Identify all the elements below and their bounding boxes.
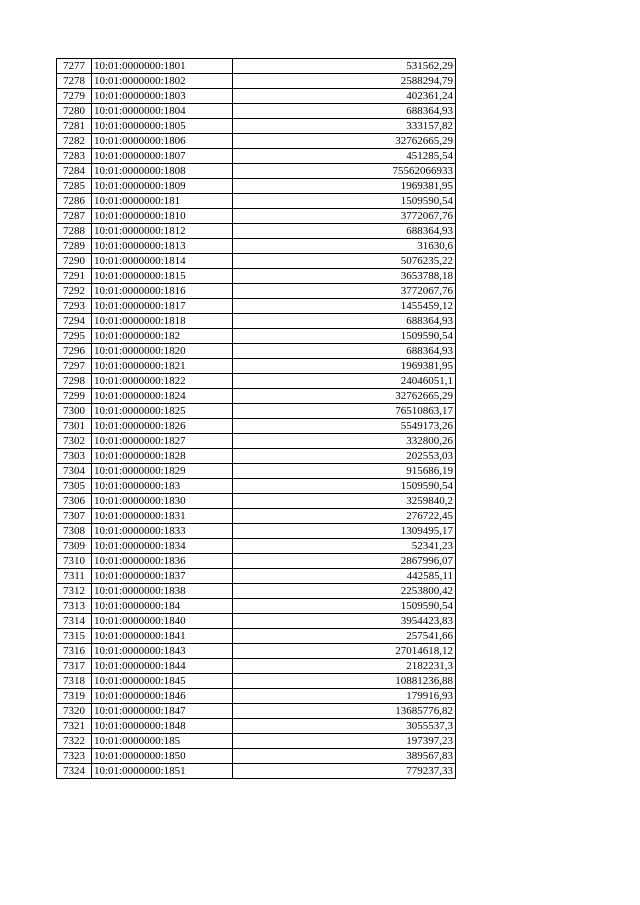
table-row xyxy=(57,59,456,74)
cadastral-number-cell: 10:01:0000000:1808 xyxy=(92,164,233,179)
cadastral-number-cell: 10:01:0000000:1812 xyxy=(92,224,233,239)
value-cell: 76510863,17 xyxy=(233,404,456,419)
table-row xyxy=(57,449,456,464)
value-cell: 688364,93 xyxy=(233,314,456,329)
value-cell: 2253800,42 xyxy=(233,584,456,599)
row-number-cell: 7304 xyxy=(57,464,92,479)
cadastral-number-cell: 10:01:0000000:1828 xyxy=(92,449,233,464)
cadastral-number-cell: 10:01:0000000:1814 xyxy=(92,254,233,269)
row-number-cell: 7323 xyxy=(57,749,92,764)
value-cell: 3259840,2 xyxy=(233,494,456,509)
row-number-cell: 7324 xyxy=(57,764,92,779)
table-row xyxy=(57,344,456,359)
value-cell: 531562,29 xyxy=(233,59,456,74)
row-number-cell: 7299 xyxy=(57,389,92,404)
table-row xyxy=(57,584,456,599)
row-number-cell: 7285 xyxy=(57,179,92,194)
row-number-cell: 7314 xyxy=(57,614,92,629)
value-cell: 13685776,82 xyxy=(233,704,456,719)
row-number-cell: 7321 xyxy=(57,719,92,734)
row-number-cell: 7289 xyxy=(57,239,92,254)
row-number-cell: 7293 xyxy=(57,299,92,314)
value-cell: 75562066933 xyxy=(233,164,456,179)
row-number-cell: 7309 xyxy=(57,539,92,554)
cadastral-number-cell: 10:01:0000000:1801 xyxy=(92,59,233,74)
cadastral-number-cell: 10:01:0000000:1822 xyxy=(92,374,233,389)
row-number-cell: 7319 xyxy=(57,689,92,704)
table-row xyxy=(57,539,456,554)
table-row xyxy=(57,764,456,779)
value-cell: 1509590,54 xyxy=(233,329,456,344)
table-row xyxy=(57,689,456,704)
table-row xyxy=(57,239,456,254)
table-row xyxy=(57,614,456,629)
value-cell: 2588294,79 xyxy=(233,74,456,89)
cadastral-number-cell: 10:01:0000000:1806 xyxy=(92,134,233,149)
value-cell: 5549173,26 xyxy=(233,419,456,434)
value-cell: 1455459,12 xyxy=(233,299,456,314)
cadastral-number-cell: 10:01:0000000:1850 xyxy=(92,749,233,764)
row-number-cell: 7292 xyxy=(57,284,92,299)
cadastral-number-cell: 10:01:0000000:1818 xyxy=(92,314,233,329)
cadastral-number-cell: 10:01:0000000:1829 xyxy=(92,464,233,479)
value-cell: 1509590,54 xyxy=(233,479,456,494)
value-cell: 3055537,3 xyxy=(233,719,456,734)
value-cell: 451285,54 xyxy=(233,149,456,164)
value-cell: 32762665,29 xyxy=(233,134,456,149)
cadastral-number-cell: 10:01:0000000:183 xyxy=(92,479,233,494)
value-cell: 442585,11 xyxy=(233,569,456,584)
value-cell: 3772067,76 xyxy=(233,209,456,224)
row-number-cell: 7295 xyxy=(57,329,92,344)
value-cell: 389567,83 xyxy=(233,749,456,764)
value-cell: 779237,33 xyxy=(233,764,456,779)
table-row xyxy=(57,569,456,584)
row-number-cell: 7283 xyxy=(57,149,92,164)
table-row xyxy=(57,674,456,689)
table-row xyxy=(57,374,456,389)
cadastral-number-cell: 10:01:0000000:1815 xyxy=(92,269,233,284)
row-number-cell: 7311 xyxy=(57,569,92,584)
table-row xyxy=(57,179,456,194)
cadastral-number-cell: 10:01:0000000:1816 xyxy=(92,284,233,299)
row-number-cell: 7305 xyxy=(57,479,92,494)
value-cell: 1969381,95 xyxy=(233,179,456,194)
cadastral-number-cell: 10:01:0000000:1827 xyxy=(92,434,233,449)
table-row xyxy=(57,719,456,734)
table-row xyxy=(57,134,456,149)
table-row xyxy=(57,599,456,614)
cadastral-number-cell: 10:01:0000000:1845 xyxy=(92,674,233,689)
cadastral-number-cell: 10:01:0000000:1831 xyxy=(92,509,233,524)
row-number-cell: 7300 xyxy=(57,404,92,419)
value-cell: 2867996,07 xyxy=(233,554,456,569)
cadastral-number-cell: 10:01:0000000:1826 xyxy=(92,419,233,434)
table-row xyxy=(57,494,456,509)
row-number-cell: 7298 xyxy=(57,374,92,389)
cadastral-number-cell: 10:01:0000000:1824 xyxy=(92,389,233,404)
table-row xyxy=(57,299,456,314)
cadastral-number-cell: 10:01:0000000:1820 xyxy=(92,344,233,359)
value-cell: 197397,23 xyxy=(233,734,456,749)
value-cell: 3772067,76 xyxy=(233,284,456,299)
cadastral-number-cell: 10:01:0000000:1847 xyxy=(92,704,233,719)
value-cell: 202553,03 xyxy=(233,449,456,464)
cadastral-number-cell: 10:01:0000000:1841 xyxy=(92,629,233,644)
value-cell: 1509590,54 xyxy=(233,194,456,209)
value-cell: 10881236,88 xyxy=(233,674,456,689)
cadastral-number-cell: 10:01:0000000:1807 xyxy=(92,149,233,164)
value-cell: 2182231,3 xyxy=(233,659,456,674)
value-cell: 1509590,54 xyxy=(233,599,456,614)
cadastral-number-cell: 10:01:0000000:182 xyxy=(92,329,233,344)
table-row xyxy=(57,419,456,434)
row-number-cell: 7322 xyxy=(57,734,92,749)
table-row xyxy=(57,194,456,209)
row-number-cell: 7291 xyxy=(57,269,92,284)
row-number-cell: 7280 xyxy=(57,104,92,119)
row-number-cell: 7308 xyxy=(57,524,92,539)
cadastral-number-cell: 10:01:0000000:1810 xyxy=(92,209,233,224)
cadastral-number-cell: 10:01:0000000:1851 xyxy=(92,764,233,779)
table-row xyxy=(57,404,456,419)
cadastral-number-cell: 10:01:0000000:1837 xyxy=(92,569,233,584)
table-row xyxy=(57,209,456,224)
value-cell: 257541,66 xyxy=(233,629,456,644)
row-number-cell: 7301 xyxy=(57,419,92,434)
cadastral-number-cell: 10:01:0000000:1803 xyxy=(92,89,233,104)
cadastral-number-cell: 10:01:0000000:1804 xyxy=(92,104,233,119)
value-cell: 27014618,12 xyxy=(233,644,456,659)
cadastral-number-cell: 10:01:0000000:184 xyxy=(92,599,233,614)
table-row xyxy=(57,74,456,89)
row-number-cell: 7315 xyxy=(57,629,92,644)
cadastral-number-cell: 10:01:0000000:1802 xyxy=(92,74,233,89)
table-row xyxy=(57,389,456,404)
row-number-cell: 7284 xyxy=(57,164,92,179)
cadastral-number-cell: 10:01:0000000:1817 xyxy=(92,299,233,314)
row-number-cell: 7282 xyxy=(57,134,92,149)
row-number-cell: 7313 xyxy=(57,599,92,614)
table-row xyxy=(57,269,456,284)
table-row xyxy=(57,629,456,644)
table-row xyxy=(57,254,456,269)
value-cell: 332800,26 xyxy=(233,434,456,449)
value-cell: 1309495,17 xyxy=(233,524,456,539)
row-number-cell: 7281 xyxy=(57,119,92,134)
row-number-cell: 7318 xyxy=(57,674,92,689)
row-number-cell: 7317 xyxy=(57,659,92,674)
table-row xyxy=(57,224,456,239)
table-row xyxy=(57,359,456,374)
cadastral-number-cell: 10:01:0000000:1805 xyxy=(92,119,233,134)
cadastral-number-cell: 10:01:0000000:185 xyxy=(92,734,233,749)
row-number-cell: 7288 xyxy=(57,224,92,239)
table-row xyxy=(57,149,456,164)
table-row xyxy=(57,704,456,719)
value-cell: 31630,6 xyxy=(233,239,456,254)
data-table xyxy=(56,58,456,779)
cadastral-number-cell: 10:01:0000000:1834 xyxy=(92,539,233,554)
cadastral-number-cell: 10:01:0000000:1840 xyxy=(92,614,233,629)
row-number-cell: 7320 xyxy=(57,704,92,719)
value-cell: 32762665,29 xyxy=(233,389,456,404)
table-row xyxy=(57,164,456,179)
value-cell: 333157,82 xyxy=(233,119,456,134)
table-row xyxy=(57,734,456,749)
table-row xyxy=(57,554,456,569)
row-number-cell: 7278 xyxy=(57,74,92,89)
table-row xyxy=(57,479,456,494)
table-row xyxy=(57,644,456,659)
value-cell: 688364,93 xyxy=(233,104,456,119)
cadastral-number-cell: 10:01:0000000:1836 xyxy=(92,554,233,569)
table-row xyxy=(57,509,456,524)
value-cell: 402361,24 xyxy=(233,89,456,104)
table-row xyxy=(57,659,456,674)
value-cell: 52341,23 xyxy=(233,539,456,554)
row-number-cell: 7287 xyxy=(57,209,92,224)
table-row xyxy=(57,749,456,764)
row-number-cell: 7290 xyxy=(57,254,92,269)
cadastral-number-cell: 10:01:0000000:1809 xyxy=(92,179,233,194)
cadastral-number-cell: 10:01:0000000:1844 xyxy=(92,659,233,674)
value-cell: 1969381,95 xyxy=(233,359,456,374)
table-row xyxy=(57,464,456,479)
row-number-cell: 7316 xyxy=(57,644,92,659)
table-row xyxy=(57,329,456,344)
row-number-cell: 7312 xyxy=(57,584,92,599)
table-row xyxy=(57,434,456,449)
cadastral-number-cell: 10:01:0000000:1838 xyxy=(92,584,233,599)
cadastral-number-cell: 10:01:0000000:1846 xyxy=(92,689,233,704)
value-cell: 179916,93 xyxy=(233,689,456,704)
cadastral-number-cell: 10:01:0000000:1843 xyxy=(92,644,233,659)
row-number-cell: 7296 xyxy=(57,344,92,359)
cadastral-number-cell: 10:01:0000000:181 xyxy=(92,194,233,209)
value-cell: 276722,45 xyxy=(233,509,456,524)
table-row xyxy=(57,119,456,134)
table-row xyxy=(57,284,456,299)
row-number-cell: 7302 xyxy=(57,434,92,449)
cadastral-number-cell: 10:01:0000000:1825 xyxy=(92,404,233,419)
cadastral-number-cell: 10:01:0000000:1830 xyxy=(92,494,233,509)
row-number-cell: 7277 xyxy=(57,59,92,74)
value-cell: 688364,93 xyxy=(233,344,456,359)
table-row xyxy=(57,104,456,119)
table-row xyxy=(57,524,456,539)
value-cell: 3653788,18 xyxy=(233,269,456,284)
row-number-cell: 7279 xyxy=(57,89,92,104)
row-number-cell: 7310 xyxy=(57,554,92,569)
row-number-cell: 7286 xyxy=(57,194,92,209)
cadastral-number-cell: 10:01:0000000:1813 xyxy=(92,239,233,254)
table-row xyxy=(57,89,456,104)
row-number-cell: 7303 xyxy=(57,449,92,464)
cadastral-number-cell: 10:01:0000000:1833 xyxy=(92,524,233,539)
value-cell: 3954423,83 xyxy=(233,614,456,629)
table-row xyxy=(57,314,456,329)
value-cell: 688364,93 xyxy=(233,224,456,239)
row-number-cell: 7297 xyxy=(57,359,92,374)
cadastral-number-cell: 10:01:0000000:1821 xyxy=(92,359,233,374)
value-cell: 5076235,22 xyxy=(233,254,456,269)
cadastral-number-cell: 10:01:0000000:1848 xyxy=(92,719,233,734)
table-body xyxy=(57,59,456,779)
row-number-cell: 7307 xyxy=(57,509,92,524)
row-number-cell: 7306 xyxy=(57,494,92,509)
value-cell: 24046051,1 xyxy=(233,374,456,389)
value-cell: 915686,19 xyxy=(233,464,456,479)
row-number-cell: 7294 xyxy=(57,314,92,329)
